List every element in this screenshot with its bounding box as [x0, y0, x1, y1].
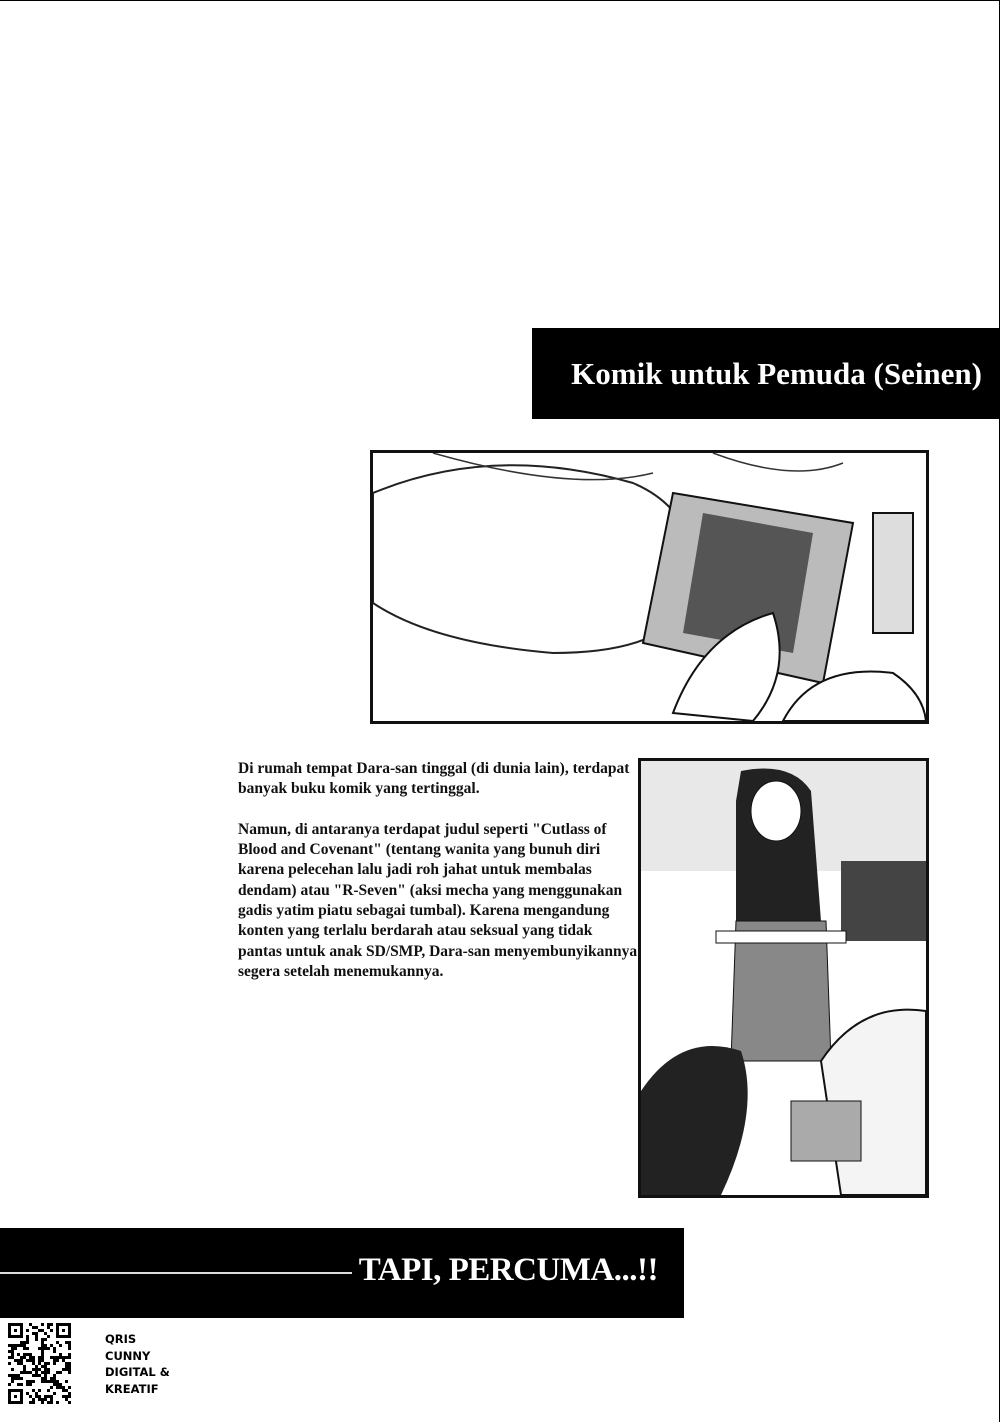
caption-paragraph-2: Namun, di antaranya terdapat judul seperti "Cutlass of Blood and Covenant" (tentang wanita yang bunuh diri karena pelecehan lalu jadi roh jahat untuk membalas dendam) atau "R-Seven" (aksi mecha yang menggunakan gadis yatim piatu sebagai tumbal). Karena mengandung konten yang terlalu berdarah atau seksual yang tidak pantas untuk anak SD/SMP, Dara-san menyembunyikannya segera setelah menemukannya. — [238, 820, 638, 980]
credit-text — [105, 1331, 170, 1397]
credit-line: QRIS — [105, 1332, 137, 1346]
illustration-characters-in-room — [641, 761, 926, 1195]
section-title-box — [532, 328, 1000, 419]
credit-line: DIGITAL & — [105, 1365, 170, 1380]
caption-paragraph-1: Di rumah tempat Dara-san tinggal (di dunia lain), terdapat banyak buku komik yang tertinggal. — [238, 760, 630, 798]
page-border-top — [0, 0, 1000, 1]
manga-panel-reading-comic — [370, 450, 929, 724]
illustration-hands-holding-comic — [373, 453, 926, 721]
narration-caption — [238, 759, 638, 1003]
section-title: Komik untuk Pemuda (Seinen) — [571, 355, 982, 391]
credit-line: CUNNY — [105, 1348, 151, 1363]
credit-line: KREATIF — [105, 1381, 159, 1396]
qr-code-icon — [8, 1322, 71, 1405]
footer-banner-rule — [0, 1272, 352, 1274]
manga-panel-room-scene — [638, 758, 929, 1198]
footer-banner-text: TAPI, PERCUMA...!! — [358, 1252, 658, 1288]
